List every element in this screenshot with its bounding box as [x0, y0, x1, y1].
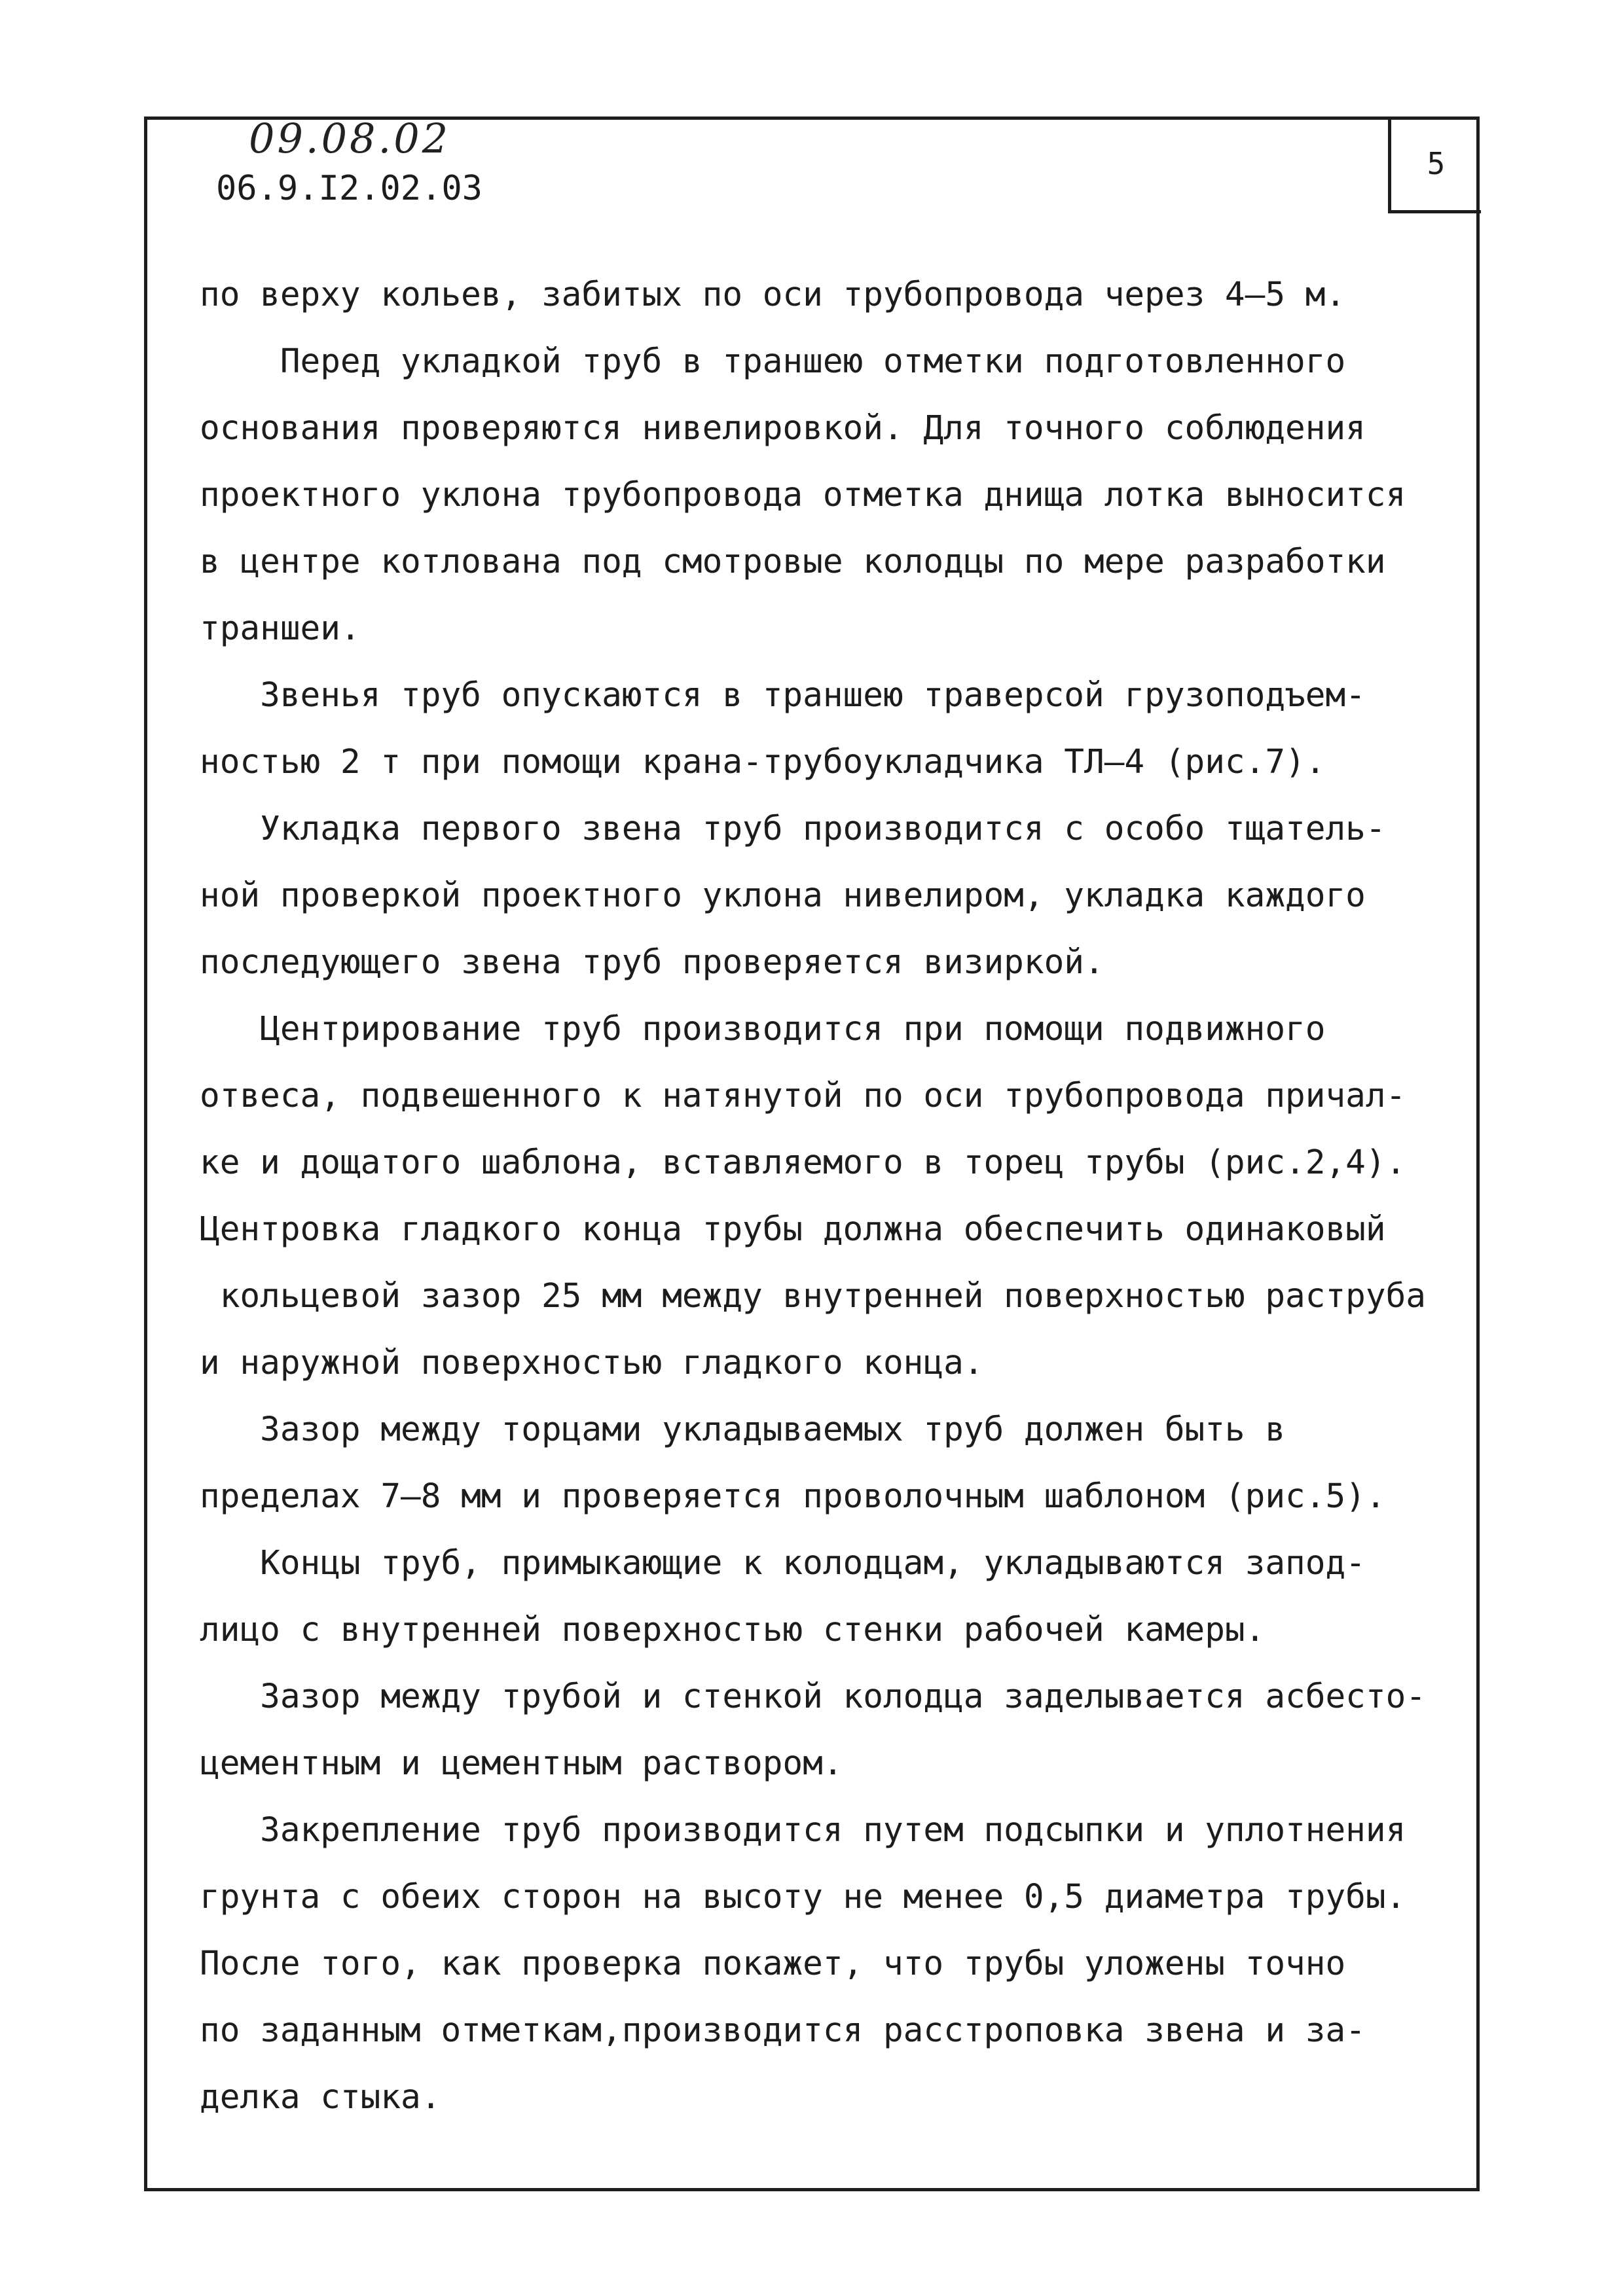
text-line: Центровка гладкого конца трубы должна обеспечить одинаковый [200, 1210, 1386, 1249]
text-line: по заданным отметкам,производится расстроповка звена и за- [200, 2011, 1366, 2050]
text-line: ке и дощатого шаблона, вставляемого в торец трубы (рис.2,4). [200, 1143, 1406, 1182]
text-line: и наружной поверхностью гладкого конца. [200, 1344, 984, 1382]
text-line: кольцевой зазор 25 мм между внутренней поверхностью раструба [200, 1277, 1426, 1316]
document-code-handwritten: 09.08.02 [249, 115, 451, 162]
text-line: делка стыка. [200, 2078, 441, 2117]
text-line: Концы труб, примыкающие к колодцам, укладываются запод- [200, 1544, 1366, 1583]
text-line: последующего звена труб проверяется визиркой. [200, 943, 1104, 982]
text-line: Зазор между торцами укладываемых труб должен быть в [200, 1410, 1286, 1449]
text-line: лицо с внутренней поверхностью стенки рабочей камеры. [200, 1611, 1266, 1649]
text-line: проектного уклона трубопровода отметка днища лотка выносится [200, 476, 1406, 514]
body-text [200, 262, 1476, 2131]
page-number: 5 [1427, 145, 1446, 181]
text-line: Укладка первого звена труб производится с особо тщатель- [200, 810, 1386, 848]
text-line: траншеи. [200, 609, 361, 648]
text-line: пределах 7–8 мм и проверяется проволочным шаблоном (рис.5). [200, 1477, 1386, 1516]
text-line: Перед укладкой труб в траншею отметки подготовленного [200, 342, 1346, 381]
text-line: грунта с обеих сторон на высоту не менее 0,5 диаметра трубы. [200, 1878, 1406, 1916]
text-line: Закрепление труб производится путем подсыпки и уплотнения [200, 1811, 1406, 1850]
text-line: Центрирование труб производится при помощи подвижного [200, 1010, 1326, 1049]
text-line: отвеса, подвешенного к натянутой по оси трубопровода причал- [200, 1077, 1406, 1115]
text-line: ной проверкой проектного уклона нивелиром, укладка каждого [200, 876, 1366, 915]
text-line: Зазор между трубой и стенкой колодца заделывается асбесто- [200, 1677, 1426, 1716]
document-code: 06.9.I2.02.03 [216, 169, 483, 208]
text-line: цементным и цементным раствором. [200, 1744, 843, 1783]
page-number-box [1388, 117, 1481, 213]
text-line: После того, как проверка покажет, что трубы уложены точно [200, 1945, 1346, 1983]
text-line: в центре котлована под смотровые колодцы по мере разработки [200, 543, 1386, 581]
text-line: по верху кольев, забитых по оси трубопровода через 4–5 м. [200, 276, 1346, 314]
text-line: ностью 2 т при помощи крана-трубоукладчика ТЛ–4 (рис.7). [200, 743, 1326, 781]
text-line: основания проверяются нивелировкой. Для точного соблюдения [200, 409, 1366, 448]
text-line: Звенья труб опускаются в траншею траверсой грузоподъем- [200, 676, 1366, 715]
